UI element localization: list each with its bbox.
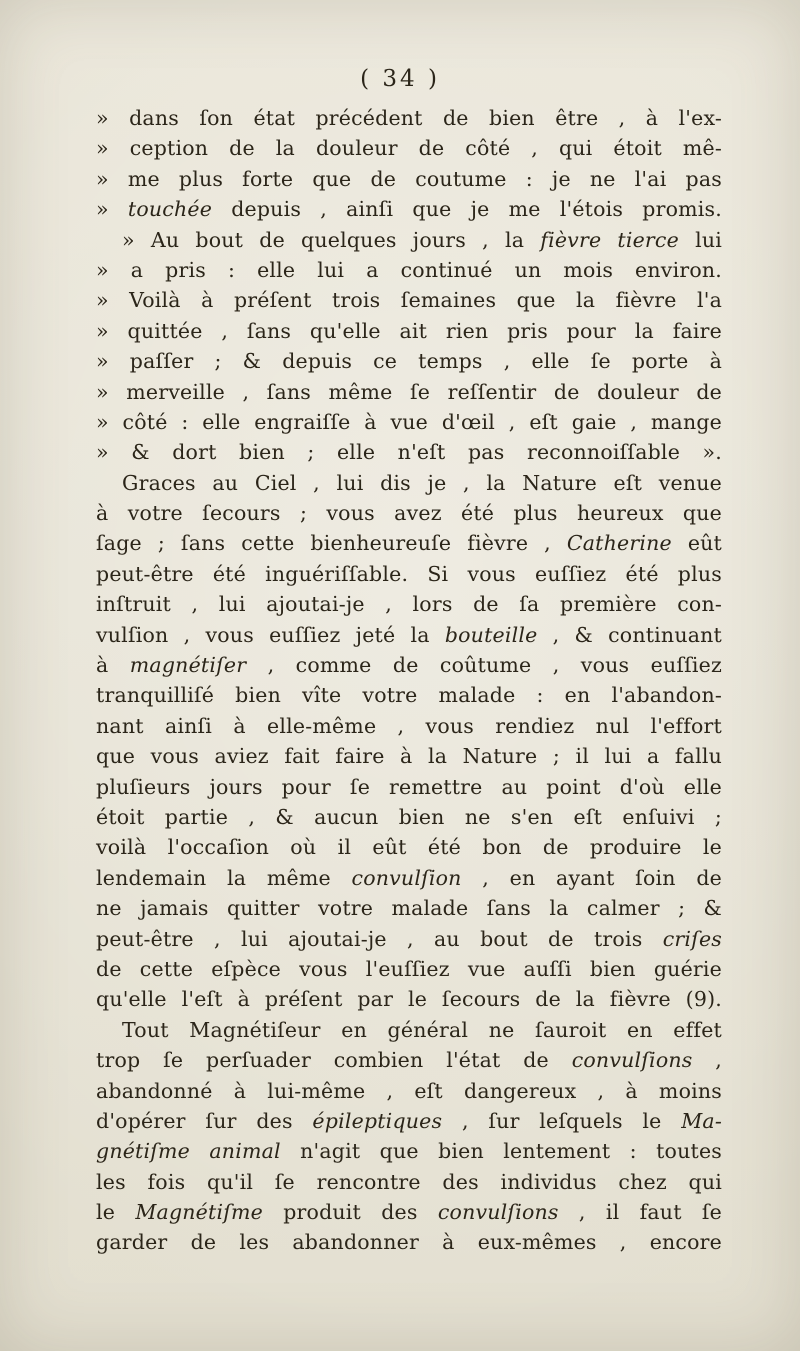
text-segment: vulſion , vous euſſiez jeté la [96, 622, 445, 647]
text-segment: inſtruit , lui ajoutai-je , lors de ſa première con- [96, 592, 722, 617]
text-line [96, 1197, 722, 1227]
italic-text-segment: épileptiques [312, 1108, 443, 1133]
italic-text-segment: Catherine [566, 531, 672, 556]
text-segment: ſage ; ſans cette bienheureuſe fièvre , [96, 531, 567, 556]
text-line [96, 1167, 722, 1197]
text-line [96, 620, 722, 650]
text-segment: Graces au Ciel , lui dis je , la Nature eſt venue [122, 470, 722, 495]
text-line [96, 772, 722, 802]
text-segment: » Au bout de quelques jours , la [122, 227, 541, 252]
text-segment: eût [671, 531, 722, 556]
text-segment: voilà l'occaſion où il eût été bon de produire le [96, 835, 722, 860]
text-line [96, 103, 722, 133]
text-segment: , il faut ſe [558, 1200, 723, 1225]
text-segment: d'opérer ſur des [96, 1108, 313, 1133]
text-segment: que vous aviez fait faire à la Nature ; il lui a fallu [96, 744, 722, 769]
italic-text-segment: convulſions [437, 1200, 559, 1225]
text-segment: , [692, 1048, 722, 1073]
text-line [96, 498, 722, 528]
italic-text-segment: gnétiſme animal [96, 1139, 281, 1164]
text-segment: depuis , ainſi que je me l'étois promis. [212, 197, 722, 222]
text-segment: » & dort bien ; elle n'eſt pas reconnoiſſable ». [96, 440, 722, 465]
text-line [96, 711, 722, 741]
text-line [96, 225, 722, 255]
text-segment: » ception de la douleur de côté , qui étoit mê- [96, 136, 722, 161]
text-segment: ne jamais quitter votre malade ſans la calmer ; & [96, 896, 722, 921]
text-segment: Tout Magnétiſeur en général ne ſauroit en effet [122, 1017, 722, 1042]
text-line [96, 1227, 722, 1257]
text-segment: lui [678, 227, 723, 252]
text-line [96, 528, 722, 558]
text-line [96, 924, 722, 954]
text-line [96, 559, 722, 589]
text-segment: de cette eſpèce vous l'euſſiez vue auſſi bien guérie [96, 956, 722, 981]
text-line [96, 316, 722, 346]
text-segment: qu'elle l'eſt à préſent par le ſecours de la fièvre (9). [96, 987, 722, 1012]
text-segment: » côté : elle engraiſſe à vue d'œil , eſt gaie , mange [96, 409, 722, 434]
text-segment: » me plus forte que de coutume : je ne l'ai pas [96, 166, 722, 191]
italic-text-segment: touchée [127, 197, 213, 222]
text-line [96, 1106, 722, 1136]
text-segment: produit des [262, 1200, 438, 1225]
text-segment: à [96, 653, 130, 678]
text-segment: peut-être , lui ajoutai-je , au bout de trois [96, 926, 663, 951]
text-line [96, 802, 722, 832]
text-segment: les fois qu'il ſe rencontre des individus chez qui [96, 1169, 722, 1194]
text-line [96, 589, 722, 619]
text-line [96, 164, 722, 194]
text-segment: garder de les abandonner à eux-mêmes , encore [96, 1230, 722, 1255]
italic-text-segment: Magnétiſme [135, 1200, 263, 1225]
text-line [96, 832, 722, 862]
text-line [96, 407, 722, 437]
italic-text-segment: convulſions [571, 1048, 693, 1073]
italic-text-segment: criſes [662, 926, 722, 951]
text-segment: » merveille , ſans même ſe reſſentir de douleur de [96, 379, 722, 404]
text-segment: » dans ſon état précédent de bien être , à l'ex- [96, 106, 722, 130]
text-line [96, 468, 722, 498]
text-segment: étoit partie , & aucun bien ne s'en eſt enſuivi ; [96, 804, 722, 829]
text-line [96, 741, 722, 771]
text-line [96, 954, 722, 984]
text-segment: » a pris : elle lui a continué un mois environ. [96, 257, 722, 282]
text-segment: , en ayant ſoin de [461, 865, 722, 890]
text-segment: peut-être été inguériſſable. Si vous euſſiez été plus [96, 561, 722, 586]
text-line [96, 1045, 722, 1075]
text-segment: , comme de coûtume , vous euſſiez [246, 653, 723, 678]
italic-text-segment: bouteille [444, 622, 538, 647]
text-line [96, 1015, 722, 1045]
text-segment: » paſſer ; & depuis ce temps , elle ſe porte à [96, 349, 722, 374]
text-segment: tranquilliſé bien vîte votre malade : en l'abandon- [96, 683, 722, 708]
italic-text-segment: convulſion [351, 865, 462, 890]
text-segment: trop ſe perſuader combien l'état de [96, 1048, 572, 1073]
text-segment: le [96, 1200, 136, 1225]
text-segment: , ſur leſquels le [442, 1108, 682, 1133]
text-line [96, 255, 722, 285]
text-line [96, 984, 722, 1014]
text-segment: lendemain la même [96, 865, 352, 890]
text-line [96, 285, 722, 315]
text-block [96, 103, 722, 1258]
text-segment: » [96, 197, 128, 222]
text-line [96, 680, 722, 710]
text-segment: » quittée , ſans qu'elle ait rien pris pour la faire [96, 318, 722, 343]
italic-text-segment: fièvre tierce [540, 227, 679, 252]
text-segment: nant ainſi à elle-même , vous rendiez nul l'effort [96, 713, 722, 738]
italic-text-segment: magnétiſer [129, 653, 247, 678]
text-segment: , & continuant [537, 622, 722, 647]
text-line [96, 863, 722, 893]
text-segment: abandonné à lui-même , eſt dangereux , à moins [96, 1078, 722, 1103]
text-line [96, 346, 722, 376]
text-line [96, 194, 722, 224]
italic-text-segment: Ma- [681, 1108, 722, 1133]
text-segment: n'agit que bien lentement : toutes [280, 1139, 722, 1164]
text-line [96, 650, 722, 680]
text-line [96, 1136, 722, 1166]
page-number: ( 34 ) [360, 66, 440, 92]
text-segment: pluſieurs jours pour ſe remettre au point d'où elle [96, 774, 722, 799]
text-line [96, 377, 722, 407]
text-segment: » Voilà à préſent trois ſemaines que la fièvre l'a [96, 288, 722, 313]
text-segment: à votre ſecours ; vous avez été plus heureux que [96, 501, 722, 526]
text-line [96, 893, 722, 923]
text-line [96, 1076, 722, 1106]
text-line [96, 133, 722, 163]
text-line [96, 437, 722, 467]
